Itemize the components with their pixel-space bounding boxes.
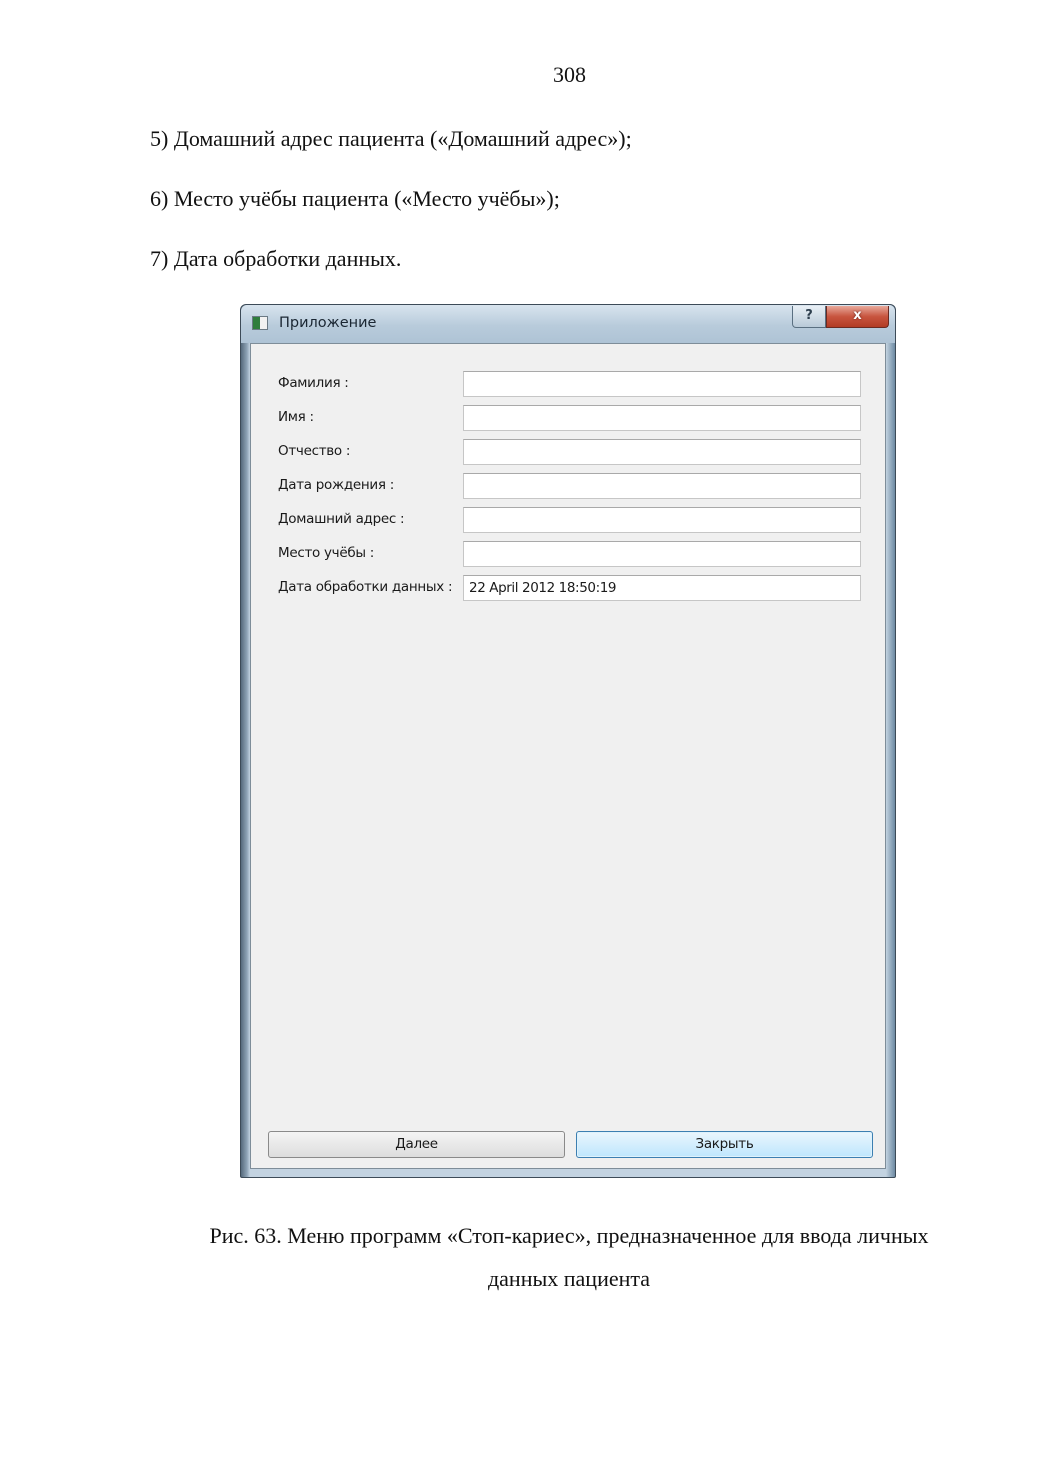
processing-date-label: Дата обработки данных : — [278, 579, 453, 595]
birth-date-label: Дата рождения : — [278, 477, 394, 493]
list-item-processing-date: 7) Дата обработки данных. — [150, 246, 402, 271]
caption-line-2: данных пациента — [487, 1266, 651, 1291]
window-close-button[interactable]: x — [826, 306, 889, 328]
birth-date-input[interactable] — [463, 473, 861, 499]
window-title: Приложение — [279, 315, 377, 331]
form-row-birth-date — [251, 473, 885, 499]
patronymic-input[interactable] — [463, 439, 861, 465]
list-item-home-address: 5) Домашний адрес пациента («Домашний адрес»); — [150, 126, 632, 151]
first-name-label: Имя : — [278, 409, 314, 425]
caption-line-1: Рис. 63. Меню программ «Стоп-кариес», предназначенное для ввода личных — [209, 1223, 929, 1248]
form-row-study-place — [251, 541, 885, 567]
patronymic-label: Отчество : — [278, 443, 351, 459]
app-icon — [252, 316, 268, 330]
last-name-input[interactable] — [463, 371, 861, 397]
page-number: 308 — [553, 62, 586, 87]
last-name-label: Фамилия : — [278, 375, 349, 391]
home-address-label: Домашний адрес : — [278, 511, 405, 527]
processing-date-input[interactable] — [463, 575, 861, 601]
form-row-first-name — [251, 405, 885, 431]
help-button[interactable]: ? — [792, 306, 826, 328]
study-place-input[interactable] — [463, 541, 861, 567]
application-window — [240, 304, 896, 1178]
figure-caption — [100, 1214, 1038, 1300]
form-row-home-address — [251, 507, 885, 533]
list-item-study-place: 6) Место учёбы пациента («Место учёбы»); — [150, 186, 560, 211]
study-place-label: Место учёбы : — [278, 545, 374, 561]
first-name-input[interactable] — [463, 405, 861, 431]
window-titlebar[interactable] — [241, 305, 895, 343]
close-button[interactable]: Закрыть — [576, 1131, 873, 1158]
form-row-processing-date — [251, 575, 885, 601]
form-panel — [250, 343, 886, 1169]
form-row-last-name — [251, 371, 885, 397]
next-button[interactable]: Далее — [268, 1131, 565, 1158]
form-row-patronymic — [251, 439, 885, 465]
home-address-input[interactable] — [463, 507, 861, 533]
